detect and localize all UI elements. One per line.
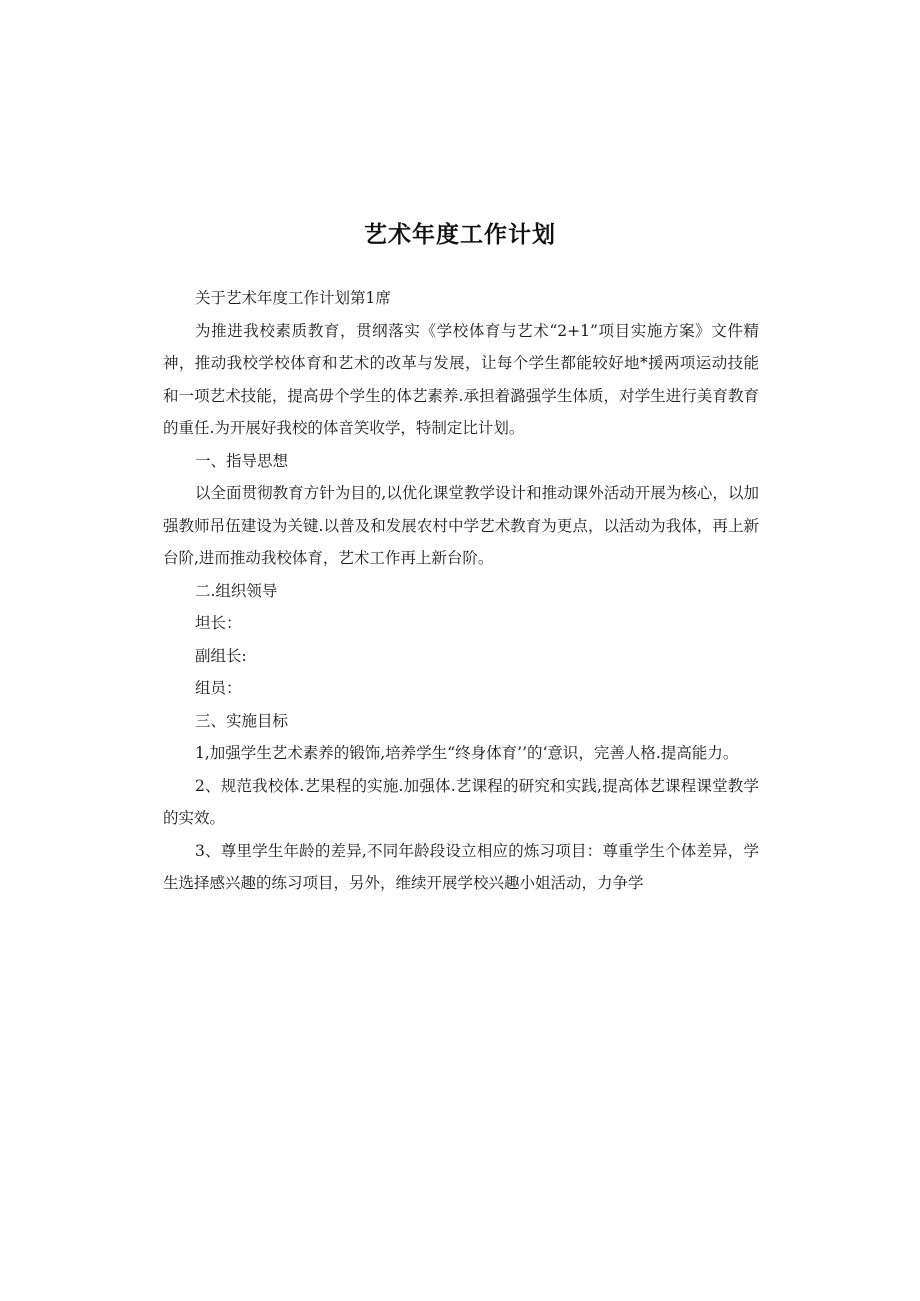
goal-item-2: 2、规范我校体.艺果程的实施.加强体.艺课程的研究和实践,提高体艺课程课堂教学的实效。 <box>163 776 759 827</box>
section-heading-guiding-ideology: 一、指导思想 <box>195 451 289 470</box>
intro-paragraph: 为推进我校素质教育，贯纲落实《学校体育与艺术“2+1”项目实施方案》文件精神，推动我校学校体育和艺术的改革与发展，让每个学生都能较好地*援两项运动技能和一项艺术技能，提高毋个学生的体艺素养.承担着潞强学生体质，对学生进行美育教育的重任.为开展好我校的体音笑收学，特制定比计划。 <box>163 321 759 437</box>
members-line: 组员： <box>195 679 242 697</box>
section-heading-organization: 二.组织领导 <box>195 581 278 600</box>
document-title: 艺术年度工作计划 <box>364 222 556 248</box>
deputy-leader-line: 副组长: <box>195 646 247 665</box>
goal-item-1: 1,加强学生艺术素养的锻饰,培养学生“终身体育’’的‘意识，完善人格.提高能力。 <box>195 744 739 762</box>
goal-item-3: 3、尊里学生年龄的差异,不同年龄段设立相应的炼习项目：尊重学生个体差异，学生选择感兴趣的练习项目，另外，维续开展学校兴趣小姐活动，力争学 <box>163 841 759 892</box>
section-heading-goals: 三、实施目标 <box>195 711 289 730</box>
guiding-ideology-paragraph: 以全面贯彻教育方针为目的,以优化课堂教学设计和推动课外活动开展为核心，以加强教师吊伍建设为关键.以普及和发展农村中学艺术教育为更点，以活动为我体，再上新台阶,进而推动我校体育，艺术工作再上新台阶。 <box>163 484 759 567</box>
document-body <box>163 282 759 900</box>
team-leader-line: 坦长： <box>195 614 242 632</box>
document-subtitle-line: 关于艺术年度工作计划第1席 <box>195 289 391 307</box>
